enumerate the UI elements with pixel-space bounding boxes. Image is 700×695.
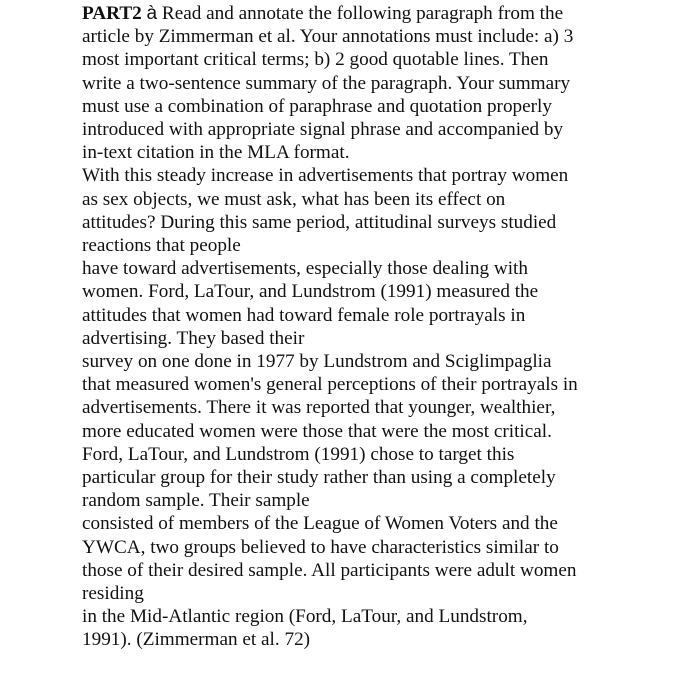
passage-line: those of their desired sample. All participants were adult women — [82, 559, 577, 581]
passage-line: advertising. They based their — [82, 327, 305, 349]
passage-line: in the Mid-Atlantic region (Ford, LaTour, and Lundstrom, — [82, 606, 528, 628]
passage-line: YWCA, two groups believed to have characteristics similar to — [82, 536, 559, 558]
prompt-line-text: Read and annotate the following paragraph from the — [161, 3, 564, 24]
document-page — [82, 2, 682, 652]
part-heading: PART2 — [82, 3, 142, 24]
prompt-line: in-text citation in the MLA format. — [82, 142, 350, 164]
passage-line: Ford, LaTour, and Lundstrom (1991) chose to target this — [82, 443, 515, 465]
arrow-symbol: à — [146, 3, 158, 24]
passage-line: random sample. Their sample — [82, 490, 310, 512]
passage-line: survey on one done in 1977 by Lundstrom and Sciglimpaglia — [82, 351, 552, 373]
prompt-line: must use a combination of paraphrase and quotation properly — [82, 95, 552, 117]
prompt-line: write a two-sentence summary of the paragraph. Your summary — [82, 72, 571, 94]
passage-line: women. Ford, LaTour, and Lundstrom (1991) measured the — [82, 281, 539, 303]
passage-line: advertisements. There it was reported that younger, wealthier, — [82, 397, 556, 419]
passage-line: 1991). (Zimmerman et al. 72) — [82, 629, 311, 651]
passage-line: that measured women's general perceptions of their portrayals in — [82, 374, 578, 396]
prompt-line: article by Zimmerman et al. Your annotations must include: a) 3 — [82, 26, 574, 48]
passage-line: have toward advertisements, especially those dealing with — [82, 258, 528, 280]
passage-line: With this steady increase in advertisements that portray women — [82, 165, 569, 187]
passage-line: residing — [82, 583, 144, 605]
passage-line: particular group for their study rather than using a completely — [82, 467, 556, 489]
prompt-line: introduced with appropriate signal phrase and accompanied by — [82, 119, 564, 141]
passage-line: more educated women were those that were the most critical. — [82, 420, 552, 442]
passage-line: consisted of members of the League of Women Voters and the — [82, 513, 558, 535]
passage-line: reactions that people — [82, 235, 241, 257]
prompt-line: most important critical terms; b) 2 good quotable lines. Then — [82, 49, 549, 71]
passage-line: attitudes? During this same period, attitudinal surveys studied — [82, 211, 557, 233]
prompt-first-line — [82, 2, 682, 25]
passage-line: as sex objects, we must ask, what has been its effect on — [82, 188, 506, 210]
passage-line: attitudes that women had toward female role portrayals in — [82, 304, 526, 326]
